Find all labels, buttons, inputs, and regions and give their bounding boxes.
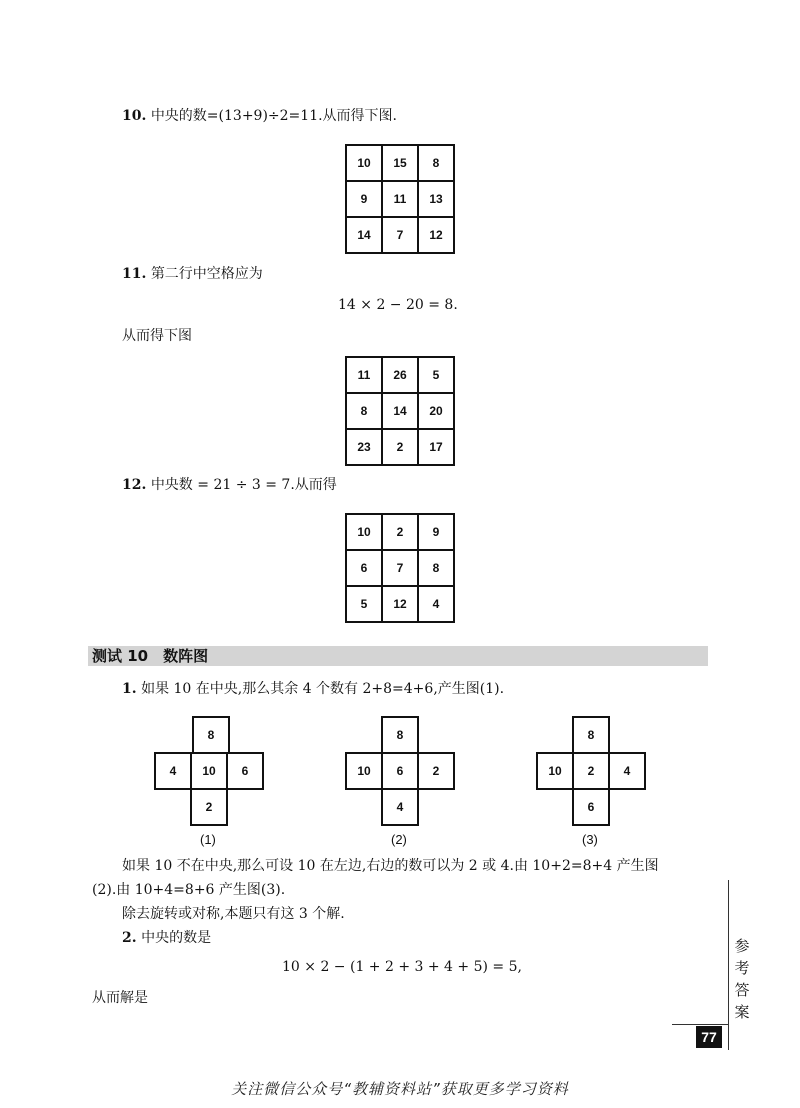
- problem-number: 2.: [122, 930, 137, 946]
- grid-row: [346, 514, 454, 550]
- cross-cell-top: 8: [572, 716, 610, 754]
- side-tab-char: 参: [734, 937, 750, 955]
- cross-cell-top: 8: [192, 716, 230, 754]
- problem-10: [122, 106, 397, 126]
- grid-cell: 10: [346, 514, 382, 550]
- footer-watermark: 关注微信公众号“教辅资料站”获取更多学习资料: [231, 1080, 569, 1098]
- grid-cell: 5: [418, 357, 454, 393]
- grid-row: [346, 586, 454, 622]
- grid-row: [346, 357, 454, 393]
- cross-cell-bottom: 4: [381, 788, 419, 826]
- problem-text: 中央数 = 21 ÷ 3 = 7.从而得: [150, 477, 337, 493]
- equation-2: 10 × 2 − (1 + 2 + 3 + 4 + 5) = 5,: [282, 959, 522, 975]
- page-number-rule: [672, 1024, 728, 1025]
- grid-cell: 23: [346, 429, 382, 465]
- grid-cell: 2: [382, 514, 418, 550]
- grid-row: [346, 217, 454, 253]
- cross-cell-left: 10: [536, 752, 574, 790]
- grid-cell: 8: [418, 550, 454, 586]
- cross-cell-top: 8: [381, 716, 419, 754]
- grid-row: [346, 393, 454, 429]
- problem-text: 第二行中空格应为: [150, 266, 263, 282]
- magic-square-11: [345, 356, 455, 466]
- grid-cell: 7: [382, 550, 418, 586]
- problem-text: 如果 10 在中央,那么其余 4 个数有 2+8=4+6,产生图(1).: [141, 681, 505, 697]
- problem-number: 12.: [122, 477, 147, 493]
- grid-cell: 13: [418, 181, 454, 217]
- cross-cell-bottom: 2: [190, 788, 228, 826]
- magic-square-12: [345, 513, 455, 623]
- equation-11: 14 × 2 − 20 = 8.: [338, 297, 458, 313]
- side-tab-divider: [728, 880, 729, 1050]
- problem-number: 1.: [122, 681, 137, 697]
- cross-caption-1: (1): [200, 832, 216, 847]
- cross-cell-bottom: 6: [572, 788, 610, 826]
- cross-caption-2: (2): [391, 832, 407, 847]
- cross-diagram-2: [345, 716, 459, 830]
- grid-cell: 12: [382, 586, 418, 622]
- grid-cell: 8: [346, 393, 382, 429]
- cross-cell-center: 6: [381, 752, 419, 790]
- page-number: 77: [696, 1026, 722, 1048]
- grid-row: [346, 550, 454, 586]
- cross-caption-3: (3): [582, 832, 598, 847]
- grid-cell: 10: [346, 145, 382, 181]
- cross-diagram-1: [154, 716, 268, 830]
- cross-cell-left: 4: [154, 752, 192, 790]
- grid-cell: 26: [382, 357, 418, 393]
- grid-cell: 11: [346, 357, 382, 393]
- grid-cell: 4: [418, 586, 454, 622]
- grid-cell: 7: [382, 217, 418, 253]
- grid-cell: 17: [418, 429, 454, 465]
- cross-cell-center: 2: [572, 752, 610, 790]
- paragraph-2: 除去旋转或对称,本题只有这 3 个解.: [122, 906, 345, 922]
- test10-problem-2: [122, 928, 211, 948]
- cross-cell-right: 6: [226, 752, 264, 790]
- cross-diagram-3: [536, 716, 650, 830]
- closing-text: 从而解是: [92, 990, 148, 1006]
- side-tab-label: [734, 935, 750, 1023]
- grid-cell: 8: [418, 145, 454, 181]
- section-title: 测试 10 数阵图: [92, 647, 209, 665]
- side-tab-char: 考: [734, 959, 750, 977]
- side-tab-char: 案: [734, 1003, 750, 1021]
- magic-square-10: [345, 144, 455, 254]
- grid-cell: 9: [346, 181, 382, 217]
- problem-text: 中央的数=(13+9)÷2=11.从而得下图.: [150, 108, 398, 124]
- grid-cell: 12: [418, 217, 454, 253]
- grid-cell: 2: [382, 429, 418, 465]
- cross-cell-center: 10: [190, 752, 228, 790]
- grid-cell: 20: [418, 393, 454, 429]
- grid-cell: 11: [382, 181, 418, 217]
- grid-cell: 14: [382, 393, 418, 429]
- cross-cell-left: 10: [345, 752, 383, 790]
- grid-cell: 14: [346, 217, 382, 253]
- grid-cell: 15: [382, 145, 418, 181]
- problem-12: [122, 475, 337, 495]
- grid-row: [346, 181, 454, 217]
- paragraph-line-1: 如果 10 不在中央,那么可设 10 在左边,右边的数可以为 2 或 4.由 10+2=8+4 产生图: [122, 858, 659, 874]
- problem-text: 中央的数是: [141, 930, 212, 946]
- problem-11: [122, 264, 263, 284]
- problem-11-after: 从而得下图: [122, 328, 192, 344]
- grid-row: [346, 145, 454, 181]
- grid-row: [346, 429, 454, 465]
- problem-number: 11.: [122, 266, 147, 282]
- grid-cell: 9: [418, 514, 454, 550]
- cross-cell-right: 2: [417, 752, 455, 790]
- grid-cell: 5: [346, 586, 382, 622]
- paragraph-line-2: (2).由 10+4=8+6 产生图(3).: [92, 882, 286, 898]
- test10-problem-1: [122, 679, 504, 699]
- grid-cell: 6: [346, 550, 382, 586]
- problem-number: 10.: [122, 108, 147, 124]
- cross-cell-right: 4: [608, 752, 646, 790]
- side-tab-char: 答: [734, 981, 750, 999]
